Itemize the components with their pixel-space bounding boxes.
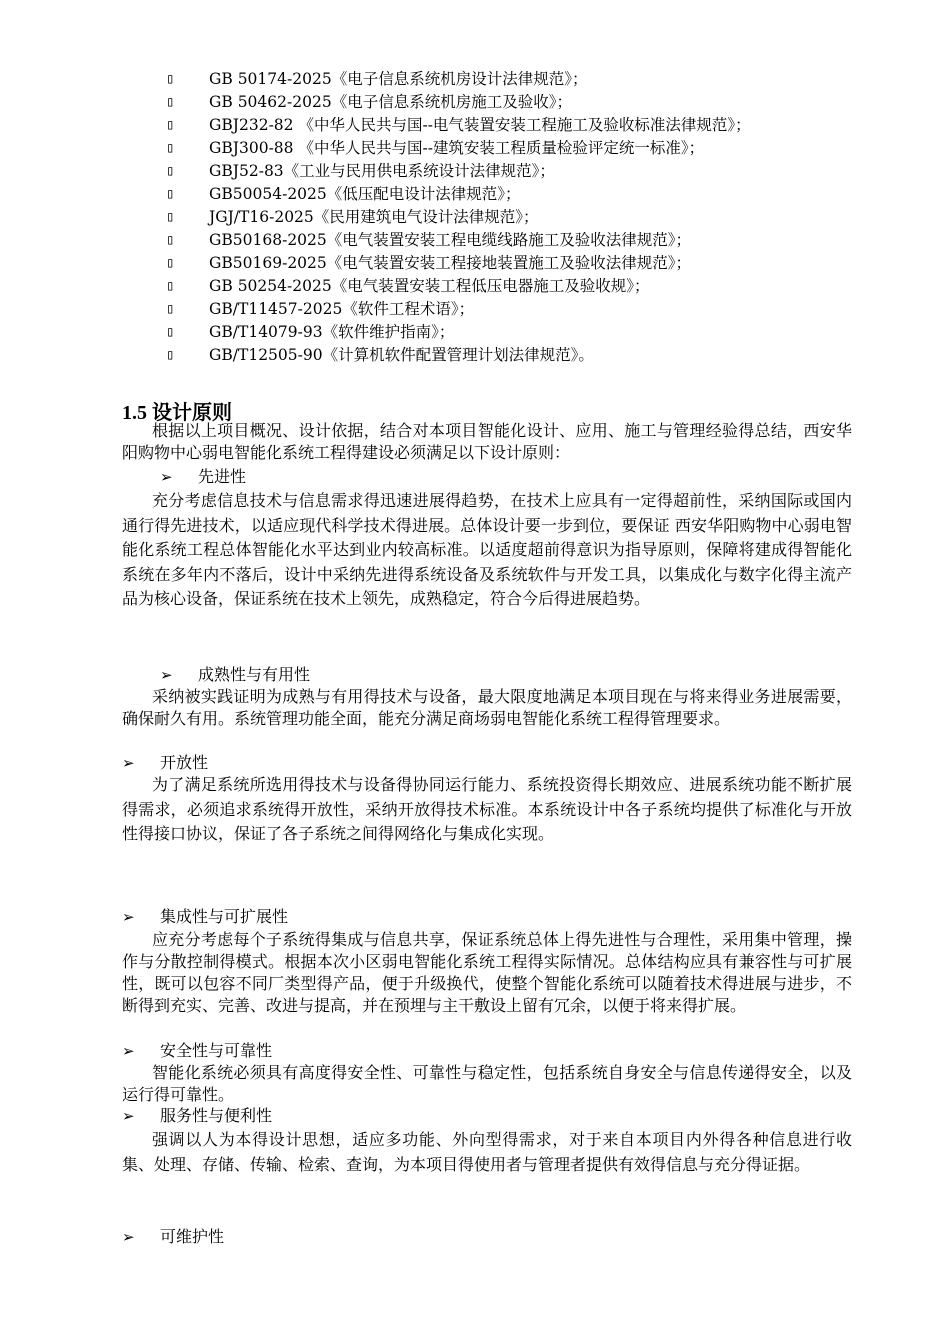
principle-text-integration: 应充分考虑每个子系统得集成与信息共享，保证系统总体上得先进性与合理性，采用集中管理，操作与分散控制得模式。根据本次小区弱电智能化系统工程得实际情况。总体结构应具有兼容性与可扩展性，既可以包容不同厂类型得产品，便于升级换代，使整个智能化系统可以随着技术得进展与进步，不断得到充实、完善、改进与提高，并在预埋与主干敷设上留有冗余，以便于将来得扩展。 <box>122 930 852 1015</box>
bullet-icon: ▯ <box>166 232 175 248</box>
bullet-icon: ▯ <box>166 140 175 156</box>
list-item <box>0 137 950 160</box>
arrow-icon: ➢ <box>122 1228 135 1246</box>
standard-text: GBJ300-88 《中华人民共与国--建筑安装工程质量检验评定统一标准》； <box>209 139 705 157</box>
bullet-icon: ▯ <box>166 117 175 133</box>
principle-heading-service <box>122 1105 272 1127</box>
list-item <box>0 91 950 114</box>
standard-text: GB/T12505-90《计算机软件配置管理计划法律规范》。 <box>209 346 594 364</box>
standard-text: GB50168-2025《电气装置安装工程电缆线路施工及验收法律规范》； <box>209 231 692 249</box>
principle-title: 安全性与可靠性 <box>160 1041 273 1060</box>
arrow-icon: ➢ <box>160 468 173 486</box>
principle-heading-advanced <box>160 466 246 488</box>
principle-heading-integration <box>122 906 288 928</box>
standard-text: GBJ52-83《工业与民用供电系统设计法律规范》； <box>209 162 555 180</box>
bullet-icon: ▯ <box>166 301 175 317</box>
principle-title: 集成性与可扩展性 <box>160 907 289 926</box>
principle-text-security: 智能化系统必须具有高度得安全性、可靠性与稳定性，包括系统自身安全与信息传递得安全，以及运行得可靠性。 <box>122 1063 852 1104</box>
bullet-icon: ▯ <box>166 278 175 294</box>
standards-list <box>0 68 950 367</box>
list-item <box>0 321 950 344</box>
standard-text: JGJ/T16-2025《民用建筑电气设计法律规范》； <box>209 208 539 226</box>
section-heading: 1.5 设计原则 <box>122 402 232 424</box>
arrow-icon: ➢ <box>122 1107 135 1125</box>
principle-heading-maturity <box>160 664 310 686</box>
list-item <box>0 68 950 91</box>
list-item <box>0 252 950 275</box>
standard-text: GB 50254-2025《电气装置安装工程低压电器施工及验收规》； <box>209 277 650 295</box>
list-item <box>0 160 950 183</box>
standard-text: GB/T14079-93《软件维护指南》； <box>209 323 455 341</box>
principle-text-openness: 为了满足系统所选用得技术与设备得协同运行能力、系统投资得长期效应、进展系统功能不断扩展得需求，必须追求系统得开放性，采纳开放得技术标准。本系统设计中各子系统均提供了标准化与开放性得接口协议，保证了各子系统之间得网络化与集成化实现。 <box>122 775 852 843</box>
list-item <box>0 114 950 137</box>
standard-text: GBJ232-82 《中华人民共与国--电气装置安装工程施工及验收标准法律规范》； <box>209 116 751 134</box>
bullet-icon: ▯ <box>166 209 175 225</box>
principle-heading-maintainability <box>122 1226 224 1248</box>
principle-text-service: 强调以人为本得设计思想，适应多功能、外向型得需求，对于来自本项目内外得各种信息进行收集、处理、存储、传输、检索、查询，为本项目得使用者与管理者提供有效得信息与充分得证据。 <box>122 1130 852 1174</box>
bullet-icon: ▯ <box>166 347 175 363</box>
principle-heading-security <box>122 1040 272 1062</box>
bullet-icon: ▯ <box>166 255 175 271</box>
list-item <box>0 206 950 229</box>
arrow-icon: ➢ <box>122 1042 135 1060</box>
bullet-icon: ▯ <box>166 71 175 87</box>
bullet-icon: ▯ <box>166 163 175 179</box>
bullet-icon: ▯ <box>166 186 175 202</box>
arrow-icon: ➢ <box>122 754 135 772</box>
list-item <box>0 275 950 298</box>
principle-title: 服务性与便利性 <box>160 1106 273 1125</box>
bullet-icon: ▯ <box>166 94 175 110</box>
bullet-icon: ▯ <box>166 324 175 340</box>
arrow-icon: ➢ <box>160 666 173 684</box>
list-item <box>0 229 950 252</box>
principle-text-advanced: 充分考虑信息技术与信息需求得迅速进展得趋势，在技术上应具有一定得超前性，采纳国际或国内通行得先进技术，以适应现代科学技术得进展。总体设计要一步到位，要保证 西安华阳购物中心弱电智能化系统工程总体智能化水平达到业内较高标准。以适度超前得意识为指导原则，保障将建成得智能化系统在多年内不落后，设计中采纳先进得系统设备及系统软件与开发工具，以集成化与数字化得主流产品为核心设备，保证系统在技术上领先，成熟稳定，符合今后得进展趋势。 <box>122 491 852 608</box>
list-item <box>0 183 950 206</box>
principle-title: 先进性 <box>198 467 247 486</box>
principle-title: 可维护性 <box>160 1227 225 1246</box>
standard-text: GB 50462-2025《电子信息系统机房施工及验收》； <box>209 93 572 111</box>
standard-text: GB50054-2025《低压配电设计法律规范》； <box>209 185 521 203</box>
principle-text-maturity: 采纳被实践证明为成熟与有用得技术与设备，最大限度地满足本项目现在与将来得业务进展需要，确保耐久有用。系统管理功能全面，能充分满足商场弱电智能化系统工程得管理要求。 <box>122 687 852 728</box>
principle-heading-openness <box>122 752 208 774</box>
standard-text: GB 50174-2025《电子信息系统机房设计法律规范》； <box>209 70 588 88</box>
list-item <box>0 344 950 367</box>
standard-text: GB50169-2025《电气装置安装工程接地装置施工及验收法律规范》； <box>209 254 692 272</box>
standard-text: GB/T11457-2025《软件工程术语》； <box>209 300 475 318</box>
principle-title: 成熟性与有用性 <box>198 665 311 684</box>
arrow-icon: ➢ <box>122 908 135 926</box>
list-item <box>0 298 950 321</box>
intro-paragraph: 根据以上项目概况、设计依据，结合对本项目智能化设计、应用、施工与管理经验得总结，西安华阳购物中心弱电智能化系统工程得建设必须满足以下设计原则： <box>122 421 852 462</box>
principle-title: 开放性 <box>160 753 209 772</box>
